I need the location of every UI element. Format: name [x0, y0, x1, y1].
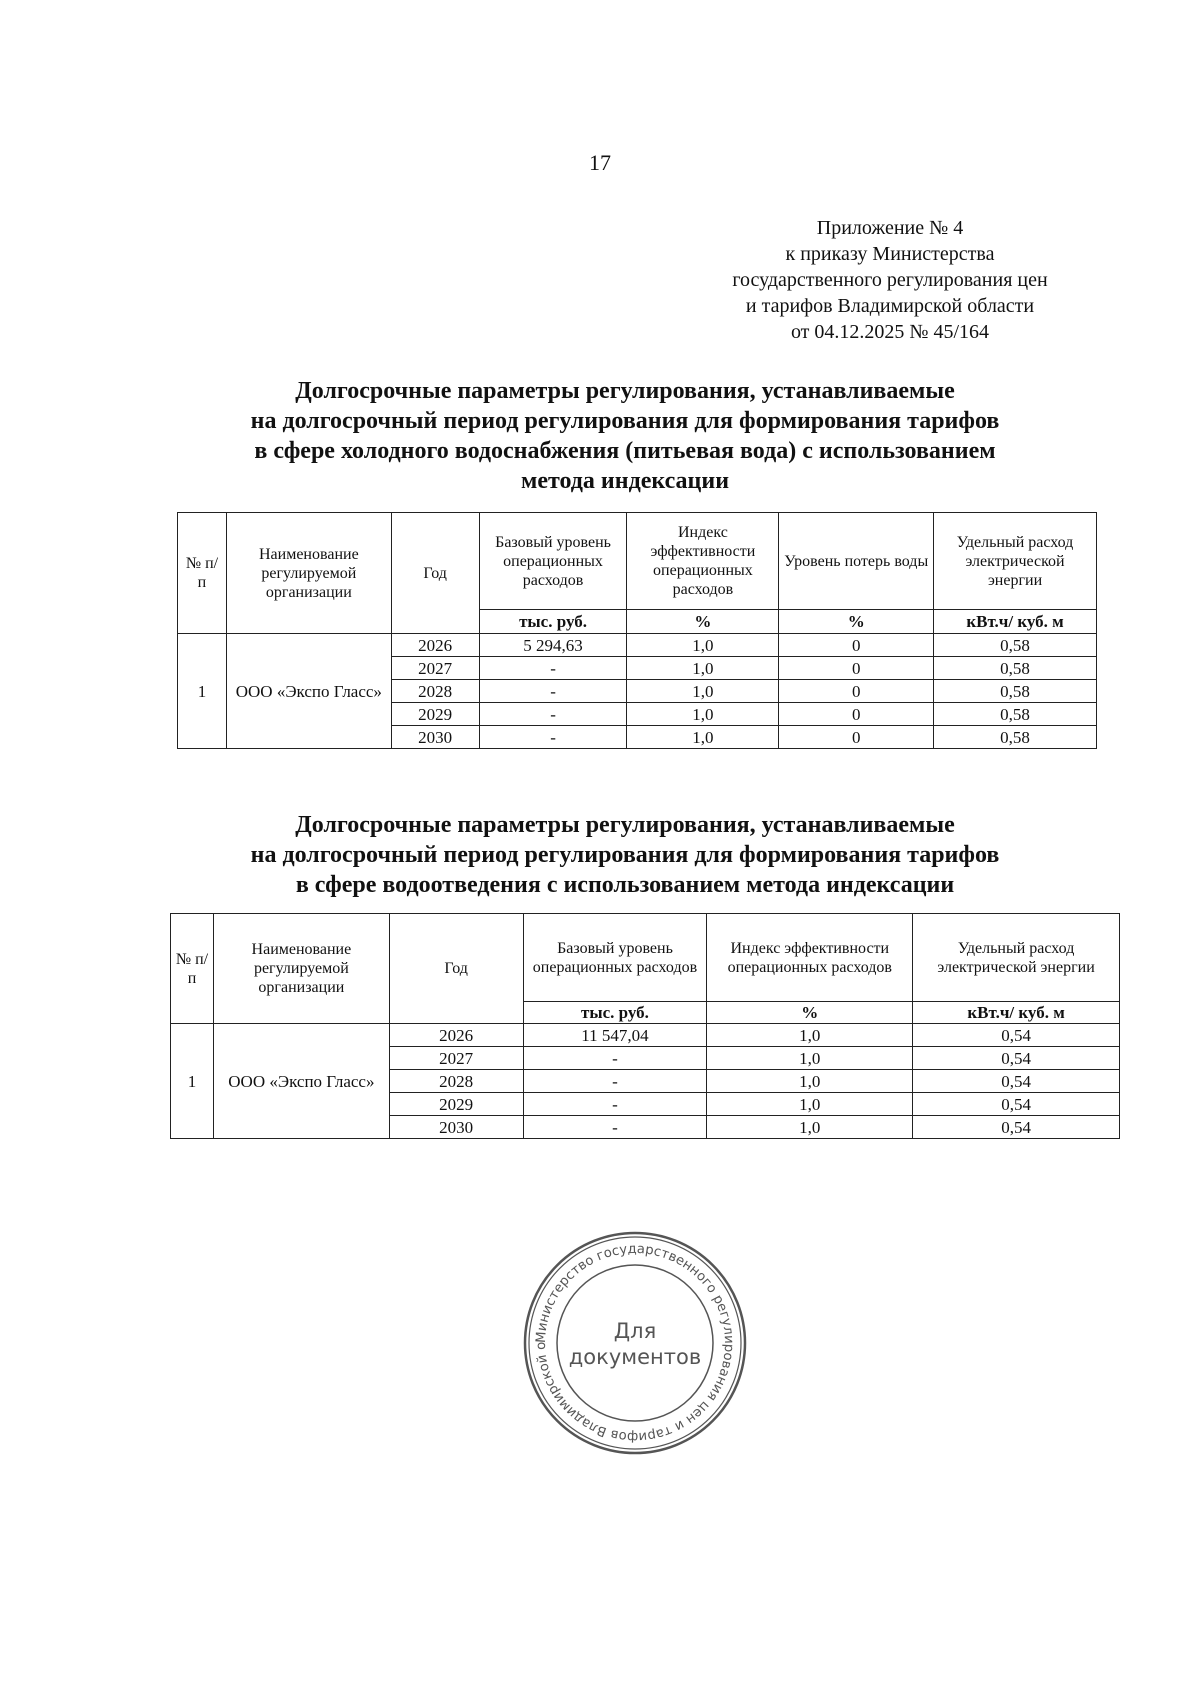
stamp-inner-ring: [557, 1265, 713, 1421]
cell-year: 2030: [391, 726, 479, 749]
cell-year: 2026: [389, 1024, 523, 1047]
stamp-ring-text: Министерство государственного регулирования цен и тарифов Владимирской о: [533, 1241, 737, 1445]
official-stamp: [522, 1230, 748, 1456]
stamp-center-line1: Для: [613, 1319, 657, 1343]
header-organization: Наименование регулируемой организации: [226, 513, 391, 634]
cell-efficiency-index: 1,0: [707, 1047, 913, 1070]
organization-name: ООО «Экспо Гласс»: [226, 634, 391, 749]
title-line: метода индексации: [520, 468, 730, 494]
row-number: 1: [171, 1024, 214, 1139]
cell-water-loss: 0: [779, 680, 934, 703]
title-line: в сфере водоотведения с использованием метода индексации: [295, 872, 955, 898]
header-energy-consumption: Удельный расход электрической энергии: [934, 513, 1097, 610]
appendix-line: государственного регулирования цен: [732, 269, 1048, 291]
cell-efficiency-index: 1,0: [627, 703, 779, 726]
stamp-seal-graphic: [522, 1230, 748, 1456]
cell-base-opex: 5 294,63: [479, 634, 627, 657]
title-line: Долгосрочные параметры регулирования, устанавливаемые: [295, 812, 955, 838]
appendix-line: Приложение № 4: [816, 217, 964, 239]
cell-base-opex: -: [523, 1116, 707, 1139]
unit-efficiency-index: %: [627, 610, 779, 634]
cell-year: 2030: [389, 1116, 523, 1139]
cell-year: 2029: [389, 1093, 523, 1116]
cell-year: 2027: [389, 1047, 523, 1070]
cell-efficiency-index: 1,0: [707, 1116, 913, 1139]
unit-efficiency-index: %: [707, 1002, 913, 1024]
water-supply-parameters-table: [177, 512, 1097, 749]
cell-energy-consumption: 0,54: [913, 1070, 1120, 1093]
title-line: в сфере холодного водоснабжения (питьевая вода) с использованием: [254, 438, 996, 464]
stamp-outer-ring-inner: [529, 1237, 741, 1449]
cell-efficiency-index: 1,0: [627, 657, 779, 680]
cell-year: 2029: [391, 703, 479, 726]
appendix-line: и тарифов Владимирской области: [745, 295, 1035, 317]
cell-energy-consumption: 0,54: [913, 1116, 1120, 1139]
cell-efficiency-index: 1,0: [707, 1070, 913, 1093]
cell-energy-consumption: 0,58: [934, 703, 1097, 726]
unit-energy-consumption: кВт.ч/ куб. м: [913, 1002, 1120, 1024]
row-number: 1: [178, 634, 227, 749]
header-num: № п/п: [178, 513, 227, 634]
cell-water-loss: 0: [779, 634, 934, 657]
cell-year: 2027: [391, 657, 479, 680]
cell-energy-consumption: 0,58: [934, 634, 1097, 657]
header-efficiency-index: Индекс эффективности операционных расходов: [627, 513, 779, 610]
cell-base-opex: -: [523, 1047, 707, 1070]
cell-efficiency-index: 1,0: [627, 634, 779, 657]
cell-energy-consumption: 0,54: [913, 1093, 1120, 1116]
header-base-opex: Базовый уровень операционных расходов: [523, 914, 707, 1002]
cell-year: 2028: [389, 1070, 523, 1093]
page-number: 17: [589, 150, 611, 175]
unit-energy-consumption: кВт.ч/ куб. м: [934, 610, 1097, 634]
header-year: Год: [391, 513, 479, 634]
table-row: [171, 1024, 1120, 1047]
header-organization: Наименование регулируемой организации: [213, 914, 389, 1024]
title-line: Долгосрочные параметры регулирования, устанавливаемые: [295, 378, 955, 404]
cell-year: 2026: [391, 634, 479, 657]
cell-efficiency-index: 1,0: [707, 1093, 913, 1116]
appendix-line: к приказу Министерства: [785, 243, 995, 265]
table-row: [178, 634, 1097, 657]
cell-base-opex: 11 547,04: [523, 1024, 707, 1047]
cell-water-loss: 0: [779, 703, 934, 726]
stamp-center-line2: документов: [568, 1345, 702, 1369]
cell-efficiency-index: 1,0: [627, 726, 779, 749]
cell-base-opex: -: [479, 680, 627, 703]
unit-water-loss: %: [779, 610, 934, 634]
header-efficiency-index: Индекс эффективности операционных расходов: [707, 914, 913, 1002]
water-supply-table-title: [160, 376, 1090, 496]
header-energy-consumption: Удельный расход электрической энергии: [913, 914, 1120, 1002]
header-water-loss: Уровень потерь воды: [779, 513, 934, 610]
unit-base-opex: тыс. руб.: [523, 1002, 707, 1024]
cell-base-opex: -: [523, 1093, 707, 1116]
cell-water-loss: 0: [779, 726, 934, 749]
cell-year: 2028: [391, 680, 479, 703]
cell-energy-consumption: 0,54: [913, 1047, 1120, 1070]
unit-base-opex: тыс. руб.: [479, 610, 627, 634]
header-num: № п/ п: [171, 914, 214, 1024]
cell-base-opex: -: [479, 703, 627, 726]
cell-energy-consumption: 0,58: [934, 680, 1097, 703]
cell-efficiency-index: 1,0: [707, 1024, 913, 1047]
cell-energy-consumption: 0,54: [913, 1024, 1120, 1047]
organization-name: ООО «Экспо Гласс»: [213, 1024, 389, 1139]
wastewater-table-title: [160, 810, 1090, 900]
cell-base-opex: -: [479, 657, 627, 680]
cell-efficiency-index: 1,0: [627, 680, 779, 703]
appendix-line: от 04.12.2025 № 45/164: [790, 321, 990, 343]
cell-base-opex: -: [523, 1070, 707, 1093]
cell-base-opex: -: [479, 726, 627, 749]
stamp-outer-ring: [525, 1233, 745, 1453]
header-year: Год: [389, 914, 523, 1024]
cell-energy-consumption: 0,58: [934, 657, 1097, 680]
cell-water-loss: 0: [779, 657, 934, 680]
header-base-opex: Базовый уровень операционных расходов: [479, 513, 627, 610]
wastewater-parameters-table: [170, 913, 1120, 1139]
title-line: на долгосрочный период регулирования для формирования тарифов: [250, 842, 1000, 868]
appendix-reference: [690, 215, 1090, 345]
cell-energy-consumption: 0,58: [934, 726, 1097, 749]
title-line: на долгосрочный период регулирования для формирования тарифов: [250, 408, 1000, 434]
